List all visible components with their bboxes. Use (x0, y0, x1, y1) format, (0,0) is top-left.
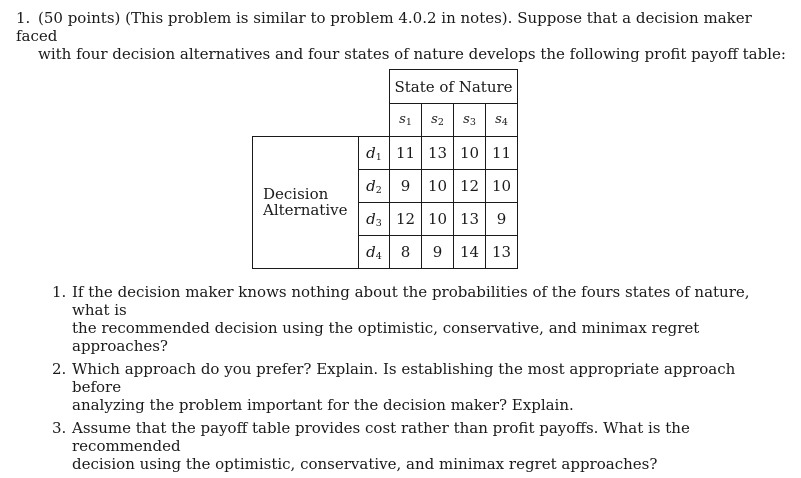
state-of-nature-header: State of Nature (390, 70, 518, 104)
payoff-cell: 10 (422, 202, 454, 235)
state-s4: $s_4$ (486, 104, 518, 137)
state-s2: $s_2$ (422, 104, 454, 137)
decision-d4-label: $d_4$ (359, 235, 390, 268)
payoff-cell: 12 (454, 169, 486, 202)
state-s3: $s_3$ (454, 104, 486, 137)
decision-d1-label: $d_1$ (359, 136, 390, 169)
question-line-2: analyzing the problem important for the decision maker? Explain. (72, 396, 574, 414)
list-item (52, 283, 772, 355)
question-number: 2. (52, 360, 67, 378)
payoff-cell: 10 (486, 169, 518, 202)
question-line-1: Assume that the payoff table provides cost rather than profit payoffs. What is the recommended (72, 419, 690, 455)
payoff-cell: 13 (422, 136, 454, 169)
table-row (253, 136, 518, 169)
payoff-cell: 11 (486, 136, 518, 169)
payoff-cell: 12 (390, 202, 422, 235)
blank-cell (359, 104, 390, 137)
question-list (52, 283, 772, 478)
payoff-cell: 10 (422, 169, 454, 202)
payoff-table (252, 69, 518, 269)
states-row (253, 104, 518, 137)
question-line-1: Which approach do you prefer? Explain. Is establishing the most appropriate approach before (72, 360, 736, 396)
list-item (52, 360, 772, 414)
payoff-cell: 9 (486, 202, 518, 235)
payoff-cell: 9 (422, 235, 454, 268)
problem-number: 1. (16, 9, 31, 27)
state-s1: $s_1$ (390, 104, 422, 137)
payoff-cell: 14 (454, 235, 486, 268)
decision-alternative-label: Decision Alternative (253, 136, 359, 268)
problem-text-line-2: with four decision alternatives and four states of nature develops the following profit payoff table: (38, 45, 786, 63)
problem-text-line-1: (50 points) (This problem is similar to problem 4.0.2 in notes). Suppose that a decision maker faced (16, 9, 752, 45)
question-line-2: decision using the optimistic, conservative, and minimax regret approaches? (72, 455, 658, 473)
payoff-cell: 13 (454, 202, 486, 235)
blank-cell (253, 104, 359, 137)
decision-d2-label: $d_2$ (359, 169, 390, 202)
problem-line-1 (16, 9, 786, 45)
problem-statement (16, 9, 786, 63)
question-line-1: If the decision maker knows nothing about the probabilities of the fours states of nature, what is (72, 283, 750, 319)
payoff-cell: 8 (390, 235, 422, 268)
payoff-cell: 10 (454, 136, 486, 169)
payoff-cell: 13 (486, 235, 518, 268)
table-header-row (253, 70, 518, 104)
blank-cell (253, 70, 359, 104)
question-number: 3. (52, 419, 67, 437)
blank-cell (359, 70, 390, 104)
decision-d3-label: $d_3$ (359, 202, 390, 235)
question-number: 1. (52, 283, 67, 301)
question-line-2: the recommended decision using the optimistic, conservative, and minimax regret approaches? (72, 319, 700, 355)
payoff-cell: 11 (390, 136, 422, 169)
payoff-cell: 9 (390, 169, 422, 202)
list-item (52, 419, 772, 473)
